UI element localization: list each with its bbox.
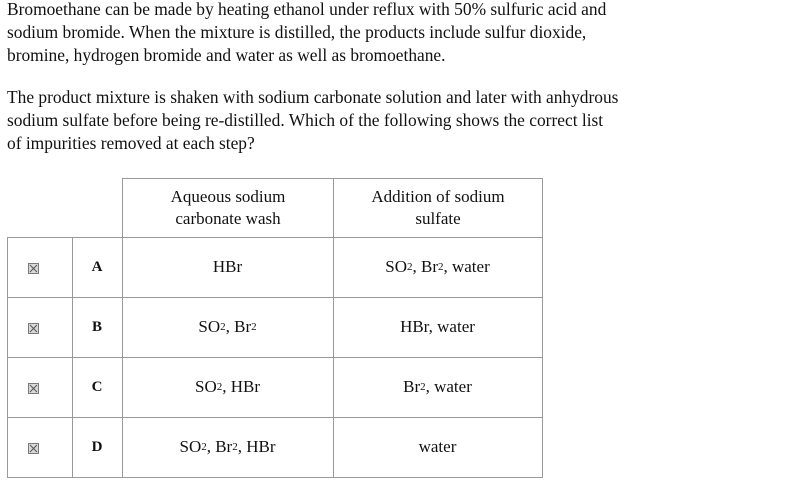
question-line: sodium sulfate before being re-distilled. Which of the following shows the correct list bbox=[7, 110, 604, 131]
formula-text: water bbox=[418, 437, 457, 456]
sodium-sulfate-cell: Br 2 , water bbox=[403, 377, 472, 396]
formula-text: SO bbox=[385, 257, 407, 276]
question-line: The product mixture is shaken with sodium carbonate solution and later with anhydrous bbox=[7, 87, 619, 107]
answer-checkbox-d[interactable] bbox=[28, 443, 39, 454]
option-letter bbox=[72, 237, 122, 297]
cross-icon bbox=[29, 324, 38, 333]
table-border bbox=[7, 237, 543, 238]
sodium-sulfate-cell bbox=[333, 417, 542, 477]
question-line: of impurities removed at each step? bbox=[7, 133, 255, 154]
table-border bbox=[333, 237, 334, 478]
formula-text: Br bbox=[403, 377, 421, 396]
formula-text: , Br bbox=[412, 257, 438, 276]
answer-checkbox-a[interactable] bbox=[28, 263, 39, 274]
sodium-sulfate-cell: SO 2 , Br 2 , water bbox=[385, 257, 490, 276]
question-line: sodium bromide. When the mixture is distilled, the products include sulfur dioxide, bbox=[7, 22, 587, 43]
formula-text: , Br bbox=[206, 437, 233, 456]
formula-text: , Br bbox=[225, 317, 252, 336]
table-border bbox=[122, 237, 123, 478]
carbonate-wash-cell: SO 2 , Br 2 , HBr bbox=[179, 437, 276, 456]
cross-icon bbox=[29, 264, 38, 273]
sodium-sulfate-cell bbox=[333, 297, 542, 357]
option-letter bbox=[72, 417, 122, 477]
cross-icon bbox=[29, 384, 38, 393]
header-sodium-sulfate bbox=[333, 178, 543, 238]
formula-text: HBr, water bbox=[400, 317, 475, 336]
header-line: sulfate bbox=[415, 209, 461, 228]
header-carbonate-wash bbox=[122, 178, 334, 238]
table-border bbox=[7, 297, 543, 298]
table-border bbox=[72, 237, 73, 478]
answer-checkbox-b[interactable] bbox=[28, 323, 39, 334]
formula-text: , water bbox=[443, 257, 490, 276]
answer-checkbox-c[interactable] bbox=[28, 383, 39, 394]
table-border bbox=[7, 417, 543, 418]
question-paragraph-1 bbox=[7, 0, 782, 68]
header-line: Aqueous sodium bbox=[170, 187, 286, 206]
header-line: carbonate wash bbox=[175, 209, 281, 228]
table-border bbox=[7, 357, 543, 358]
option-letter bbox=[72, 297, 122, 357]
formula-text: SO bbox=[194, 377, 217, 396]
cross-icon bbox=[29, 444, 38, 453]
carbonate-wash-cell: SO 2 , Br 2 bbox=[198, 317, 257, 336]
question-paragraph-2 bbox=[7, 86, 782, 156]
question-line: Bromoethane can be made by heating ethanol under reflux with 50% sulfuric acid and bbox=[7, 0, 607, 19]
table-border bbox=[542, 237, 543, 478]
option-letter-text: D bbox=[91, 439, 103, 455]
formula-text: HBr bbox=[212, 257, 243, 276]
formula-text: , water bbox=[425, 377, 472, 396]
carbonate-wash-cell bbox=[122, 237, 333, 297]
header-line: Addition of sodium bbox=[371, 187, 505, 206]
formula-text: SO bbox=[198, 317, 221, 336]
table-border bbox=[7, 477, 543, 478]
formula-text: , HBr bbox=[222, 377, 260, 396]
option-letter-text: B bbox=[91, 319, 102, 335]
option-letter bbox=[72, 357, 122, 417]
formula-text: SO bbox=[179, 437, 202, 456]
option-letter-text: C bbox=[91, 379, 103, 395]
question-line: bromine, hydrogen bromide and water as well as bromoethane. bbox=[7, 45, 446, 66]
carbonate-wash-cell: SO 2 , HBr bbox=[194, 377, 260, 396]
option-letter-text: A bbox=[91, 259, 103, 275]
formula-text: , HBr bbox=[237, 437, 276, 456]
table-border bbox=[7, 237, 8, 478]
